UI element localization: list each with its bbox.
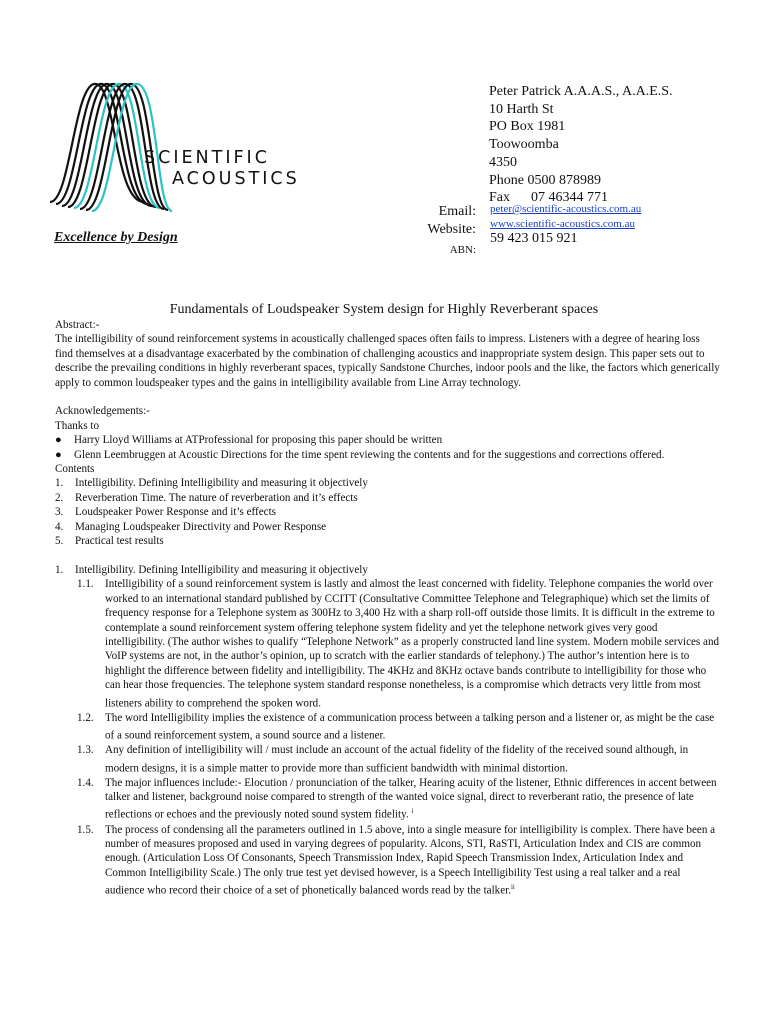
footnote-marker: ii <box>510 883 515 892</box>
abstract-heading: Abstract:- <box>55 319 100 331</box>
contact-phone: Phone 0500 878989 <box>489 172 601 188</box>
contact-address <box>489 83 673 207</box>
contact-labels <box>410 203 476 260</box>
acknowledgements-heading: Acknowledgements:- <box>55 405 150 418</box>
document-body <box>55 318 720 898</box>
logo-wordmark-line2: ACOUSTICS <box>172 169 300 189</box>
email-label: Email: <box>438 204 476 219</box>
abstract-text: The intelligibility of sound reinforcement systems in acoustically challenged spaces often fails to impress. Listeners with a degree of hearing loss find themselves at a disadvantage exacerbated by the combination of challenging acoustics and inappropriate system design. This paper sets out to describe the prevailing conditions in highly reverberant spaces, typically Sandstone Churches, indoor pools and the like, the factors which generically apply to common loudspeaker types and the gains in intelligibility available from Line Array technology. <box>55 333 720 389</box>
website-link[interactable]: www.scientific-acoustics.com.au <box>490 218 635 230</box>
address-line: 10 Harth St <box>489 101 554 117</box>
address-line: 4350 <box>489 154 517 170</box>
waveform-logo-icon <box>44 70 334 220</box>
logo-wordmark-line1: SCIENTIFIC <box>144 148 270 168</box>
contents-item: 2. Reverberation Time. The nature of reverberation and it’s effects <box>55 491 358 504</box>
contents-item: 4. Managing Loudspeaker Directivity and Power Response <box>55 520 327 533</box>
section-item: 1.2. The word Intelligibility implies the existence of a communication process between a talking person and a listener or, as might be the case of a sound reinforcement system, a sound source and a listener. <box>77 711 715 742</box>
address-line: Toowoomba <box>489 137 559 153</box>
contact-links <box>490 202 641 232</box>
contents-item: 3. Loudspeaker Power Response and it’s effects <box>55 506 276 519</box>
section-heading: 1. Intelligibility. Defining Intelligibility and measuring it objectively <box>55 563 368 576</box>
contents-item: 1. Intelligibility. Defining Intelligibility and measuring it objectively <box>55 477 368 490</box>
footnote-marker: i <box>411 807 414 816</box>
website-label: Website: <box>427 221 476 237</box>
section-item: 1.1. Intelligibility of a sound reinforcement system is lastly and almost the least concerned with fidelity. Telephone companies the world over worked to an international standard published by CCITT (Consultative Committee Telephone and Telegraphique) which set the limits of frequency response for a Telephone system as 300Hz to 3,400 Hz with a sharp roll-off outside those limits. It is difficult in the extreme to contemplate a sound reinforcement system offering telephone system fidelity and yet the telephone network gives very good intelligibility. (The author wishes to qualify “Telephone Network” as a properly constructed land line system. Modern mobile services and VoIP systems are not, in the author’s opinion, up to scratch with the earlier standards of telephony.) The author’s intention here is to highlight the difference between fidelity and intelligibility. The 4KHz and 8KHz octave bands contribute to intelligibility for those who can hear those frequencies. The telephone system standard response nonetheless, is a compromise which detracts very little from most listeners ability to comprehend the spoken word. <box>77 578 720 710</box>
acknowledgement-item: ● Harry Lloyd Williams at ATProfessional for proposing this paper should be written <box>55 434 443 447</box>
bullet-icon: ● <box>55 448 62 461</box>
contact-fax: Fax 07 46344 771 <box>489 190 608 206</box>
contents-heading: Contents <box>55 463 95 476</box>
section-item: 1.4. The major influences include:- Elocution / pronunciation of the talker, Hearing acuity of the listener, Ethnic differences in accent between talker and listener, background noise compared to strength of the wanted voice signal, direct to reverberant ratio, the presence of late reflections or echoes and the previously noted sound system fidelity. $^i$ <box>77 776 717 822</box>
acknowledgements-thanks: Thanks to <box>55 419 100 432</box>
section-item: 1.3. Any definition of intelligibility will / must include an account of the actual fidelity of the fidelity of the received sound although, in modern designs, it is a simple matter to provide more than sufficient bandwidth with minimal distortion. <box>77 744 689 775</box>
abn-label: ABN: <box>449 244 476 257</box>
document-title: Fundamentals of Loudspeaker System design for Highly Reverberant spaces <box>169 302 599 317</box>
acknowledgement-item: ● Glenn Leembruggen at Acoustic Directions for the time spent reviewing the contents and for the suggestions and corrections offered. <box>55 448 665 461</box>
contents-item: 5. Practical test results <box>55 535 164 548</box>
address-line: PO Box 1981 <box>489 119 566 135</box>
abn-number: 59 423 015 921 <box>490 231 578 246</box>
tagline: Excellence by Design <box>54 230 178 245</box>
scientific-acoustics-logo <box>44 70 334 220</box>
section-item: 1.5. The process of condensing all the parameters outlined in 1.5 above, into a single measure for intelligibility is complex. There have been a number of measures proposed and used in varying degrees of popularity. Alcons, STI, RaSTI, Articulation Index and CIS are common enough. (Articulation Loss Of Consonants, Speech Transmission Index, Rapid Speech Transmission Index, Articulation Index and Common Intelligibility Scale.) The only true test yet devised however, is a Speech Intelligibility Test using a real talker and a real audience who record their choice of a set of phonetically balanced words read by the talker.$^{ii}$ <box>77 823 716 897</box>
contact-name: Peter Patrick A.A.A.S., A.A.E.S. <box>489 84 673 99</box>
email-link[interactable]: peter@scientific-acoustics.com.au <box>490 203 642 215</box>
bullet-icon: ● <box>55 434 62 447</box>
